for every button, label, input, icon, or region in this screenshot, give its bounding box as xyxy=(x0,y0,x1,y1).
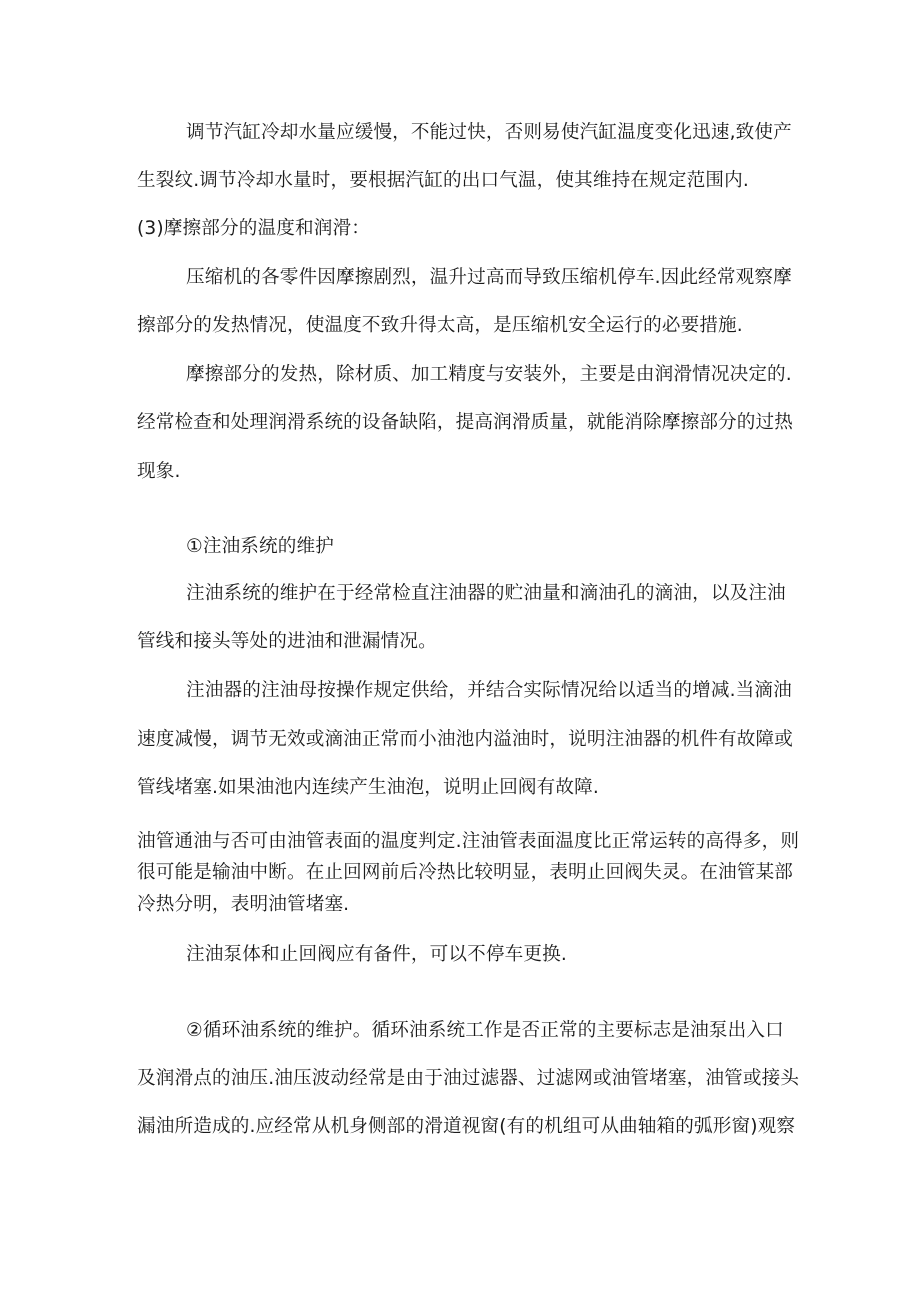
text-line: 漏油所造成的.应经常从机身侧部的滑道视窗(有的机组可从曲轴箱的弧形窗)观察 xyxy=(137,1116,796,1137)
text-line: 注油系统的维护在于经常检直注油器的贮油量和滴油孔的滴油，以及注油 xyxy=(186,583,786,604)
text-line: 油管通油与否可由油管表面的温度判定.注油管表面温度比正常运转的高得多，则 xyxy=(137,831,800,852)
text-line: 管线和接头等处的进油和泄漏情况。 xyxy=(137,631,437,652)
text-line: 注油泵体和止回阀应有备件，可以不停车更换. xyxy=(186,944,567,965)
section-heading: ①注油系统的维护 xyxy=(186,536,335,557)
text-line: 管线堵塞.如果油池内连续产生油泡，说明止回阀有故障. xyxy=(137,777,599,798)
text-line: 调节汽缸冷却水量应缓慢，不能过快，否则易使汽缸温度变化迅速,致使产 xyxy=(186,122,792,143)
text-line: 压缩机的各零件因摩擦剧烈，温升过高而导致压缩机停车.因此经常观察摩 xyxy=(186,267,792,288)
text-line: 经常检查和处理润滑系统的设备缺陷，提高润滑质量，就能消除摩擦部分的过热 xyxy=(137,412,794,433)
section-heading: (3)摩擦部分的温度和润滑： xyxy=(137,218,370,239)
text-line: 速度减慢，调节无效或滴油正常而小油池内溢油时，说明注油器的机件有故障或 xyxy=(137,729,794,750)
text-line: 注油器的注油母按操作规定供给，并结合实际情况给以适当的增减.当滴油 xyxy=(186,680,792,701)
text-line: 很可能是输油中断。在止回网前后冷热比较明显，表明止回阀失灵。在油管某部 xyxy=(137,862,794,883)
text-line: 擦部分的发热情况，使温度不致升得太高，是压缩机安全运行的必要措施. xyxy=(137,315,743,336)
text-line: 摩擦部分的发热，除材质、加工精度与安装外，主要是由润滑情况决定的. xyxy=(186,364,792,385)
text-line: 冷热分明，表明油管堵塞. xyxy=(137,894,350,915)
text-line: 现象. xyxy=(137,461,181,482)
text-line: 及润滑点的油压.油压波动经常是由于油过滤器、过滤网或油管堵塞，油管或接头 xyxy=(137,1068,800,1089)
text-line: 生裂纹.调节冷却水量时，要根据汽缸的出口气温，使其维持在规定范围内. xyxy=(137,170,749,191)
text-line: ②循环油系统的维护。循环油系统工作是否正常的主要标志是油泵出入口 xyxy=(186,1020,784,1041)
